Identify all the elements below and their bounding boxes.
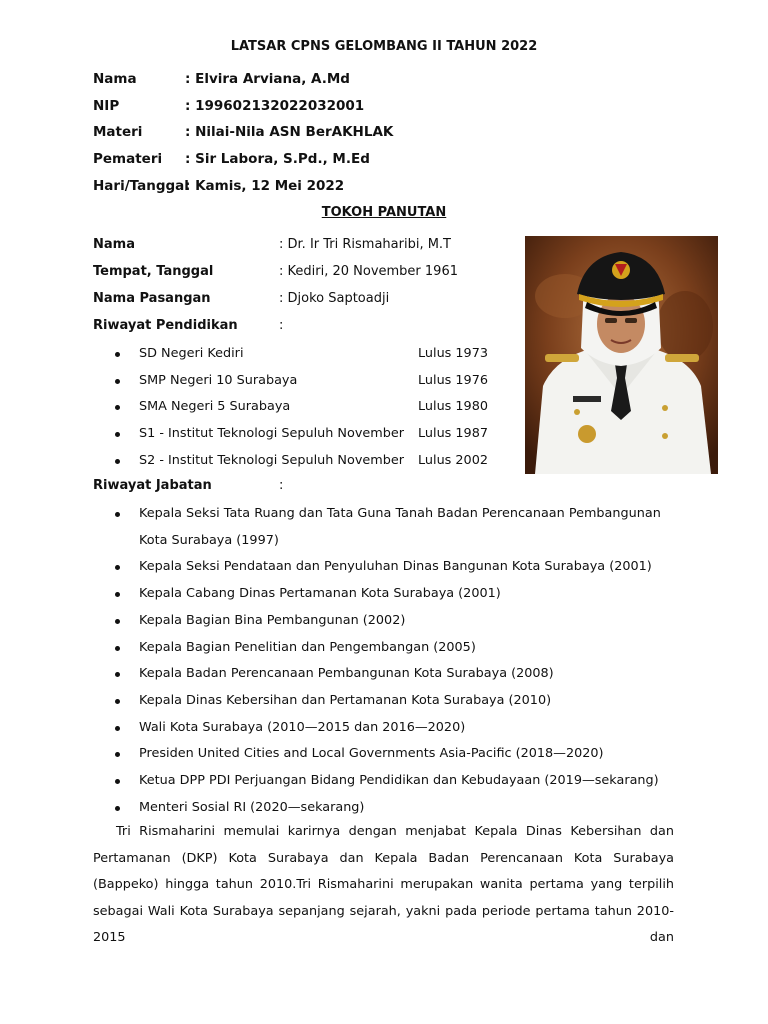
career-item: Kepala Cabang Dinas Pertamanan Kota Surabaya (2001): [139, 586, 501, 602]
section-title: TOKOH PANUTAN: [321, 205, 447, 220]
bullet-dot: [115, 352, 120, 357]
profile-field-value: : Djoko Saptoadji: [279, 291, 390, 306]
profile-field-label: Nama Pasangan: [93, 291, 211, 306]
bullet-dot: [115, 379, 120, 384]
career-item: Ketua DPP PDI Perjuangan Bidang Pendidikan dan Kebudayaan (2019—sekarang): [139, 773, 659, 788]
career-item: Wali Kota Surabaya (2010—2015 dan 2016—2020): [139, 719, 466, 735]
career-colon: :: [279, 478, 284, 493]
career-item: Kepala Dinas Kebersihan dan Pertamanan Kota Surabaya (2010): [139, 692, 552, 708]
career-item: Kepala Badan Perencanaan Pembangunan Kota Surabaya (2008): [139, 666, 554, 682]
career-item-continued: Kota Surabaya (1997): [139, 532, 279, 548]
career-item: Menteri Sosial RI (2020—sekarang): [139, 799, 365, 815]
portrait-photo: [525, 236, 718, 474]
bullet-dot: [115, 459, 120, 464]
bullet-dot: [115, 752, 120, 757]
education-label: Riwayat Pendidikan: [93, 318, 238, 333]
header-field-label: NIP: [93, 98, 120, 114]
bullet-dot: [115, 646, 120, 651]
career-item: Kepala Seksi Tata Ruang dan Tata Guna Tanah Badan Perencanaan Pembangunan: [139, 506, 661, 521]
header-field-value: : Kamis, 12 Mei 2022: [185, 178, 345, 194]
bullet-dot: [115, 699, 120, 704]
header-field-value: : 199602132022032001: [185, 98, 365, 114]
bullet-dot: [115, 565, 120, 570]
document-title: LATSAR CPNS GELOMBANG II TAHUN 2022: [230, 39, 538, 54]
education-school: S2 - Institut Teknologi Sepuluh November: [139, 452, 404, 468]
bullet-dot: [115, 432, 120, 437]
header-field-label: Pemateri: [93, 151, 163, 167]
header-field-label: Hari/Tanggal: [93, 178, 189, 194]
biography-paragraph: [93, 819, 674, 952]
education-colon: :: [279, 318, 284, 333]
career-label: Riwayat Jabatan: [93, 478, 212, 493]
career-item: Kepala Seksi Pendataan dan Penyuluhan Dinas Bangunan Kota Surabaya (2001): [139, 559, 652, 575]
bullet-dot: [115, 619, 120, 624]
bullet-dot: [115, 592, 120, 597]
education-school: SD Negeri Kediri: [139, 346, 244, 361]
profile-field-value: : Dr. Ir Tri Rismaharibi, M.T: [279, 237, 451, 252]
bullet-dot: [115, 726, 120, 731]
education-year: Lulus 2002: [418, 452, 488, 468]
header-field-value: : Sir Labora, S.Pd., M.Ed: [185, 151, 370, 167]
profile-field-label: Tempat, Tanggal: [93, 264, 214, 279]
bullet-dot: [115, 405, 120, 410]
header-field-value: : Nilai-Nila ASN BerAKHLAK: [185, 124, 394, 140]
career-item: Kepala Bagian Penelitian dan Pengembangan (2005): [139, 639, 476, 655]
bullet-dot: [115, 512, 120, 517]
education-school: SMA Negeri 5 Surabaya: [139, 399, 291, 415]
profile-field-value: : Kediri, 20 November 1961: [279, 264, 458, 279]
career-item: Presiden United Cities and Local Governments Asia-Pacific (2018—2020): [139, 746, 604, 762]
education-year: Lulus 1987: [418, 426, 488, 442]
education-year: Lulus 1976: [418, 372, 488, 388]
header-field-value: : Elvira Arviana, A.Md: [185, 71, 350, 87]
education-school: SMP Negeri 10 Surabaya: [139, 372, 298, 388]
header-field-label: Materi: [93, 124, 143, 140]
biography-text: Tri Rismaharini memulai karirnya dengan menjabat Kepala Dinas Kebersihan dan Pertamanan (DKP) Kota Surabaya dan Kepala Badan Perencanaan Kota Surabaya (Bappeko) hingga tahun 2010.Tri Rismaharini merupakan wanita pertama yang terpilih sebagai Wali Kota Surabaya sepanjang sejarah, yakni pada periode pertama tahun 2010-2015 dan: [93, 824, 674, 946]
education-year: Lulus 1980: [418, 399, 488, 415]
education-school: S1 - Institut Teknologi Sepuluh November: [139, 426, 404, 442]
bullet-dot: [115, 672, 120, 677]
bullet-dot: [115, 779, 120, 784]
profile-field-label: Nama: [93, 237, 135, 252]
career-item: Kepala Bagian Bina Pembangunan (2002): [139, 612, 406, 628]
education-year: Lulus 1973: [418, 346, 488, 361]
header-field-label: Nama: [93, 71, 137, 87]
bullet-dot: [115, 806, 120, 811]
